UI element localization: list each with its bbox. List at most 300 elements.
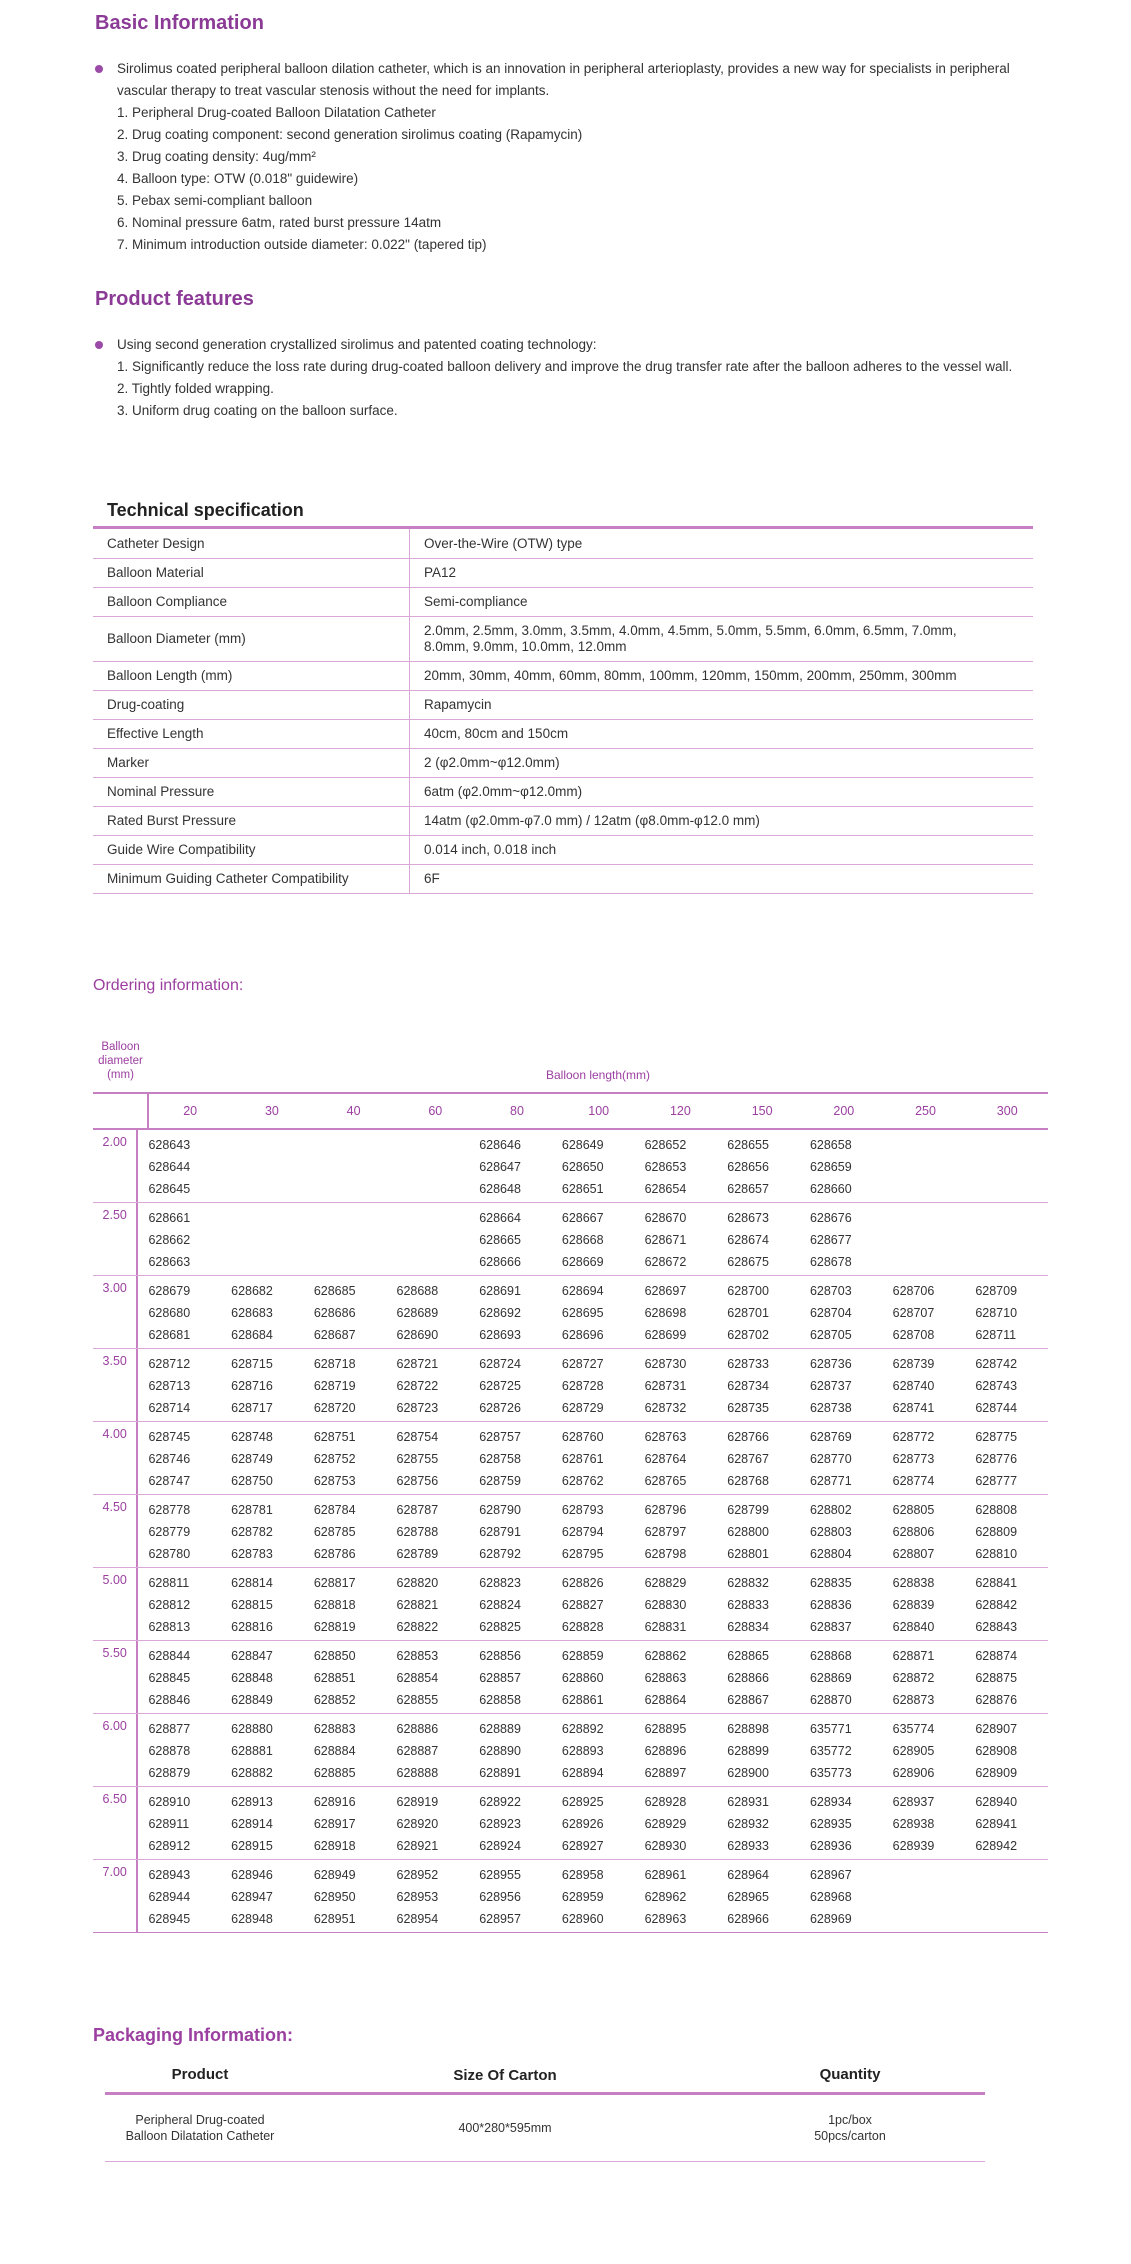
catalog-column [635,1134,718,1200]
catalog-number: 628662 [148,1233,191,1247]
catalog-number: 628946 [231,1868,273,1882]
quantity-cell [715,2112,985,2144]
catalog-number: 628691 [479,1284,521,1298]
catalog-number: 628957 [479,1912,521,1926]
packaging-row [105,2095,985,2162]
catalog-number: 628868 [809,1649,852,1663]
catalog-column [552,1718,635,1784]
catalog-column [469,1280,552,1346]
basic-info-item: 4. Balloon type: OTW (0.018" guidewire) [117,171,359,186]
catalog-number: 628876 [975,1693,1018,1707]
catalog-column [387,1572,470,1638]
diameter-group [93,1713,1048,1786]
tech-spec-row [93,558,1033,587]
basic-info-item: 1. Peripheral Drug-coated Balloon Dilatation Catheter [117,105,436,120]
catalog-number [975,1908,1048,1930]
header-size: Size Of Carton [453,2066,557,2084]
catalog-column [635,1426,718,1492]
catalog-number: 628776 [975,1452,1018,1466]
catalog-number: 628873 [892,1693,935,1707]
catalog-number: 628643 [148,1138,191,1152]
catalog-number: 628695 [561,1306,604,1320]
catalog-number [975,1229,1048,1251]
diameter-group [93,1859,1048,1932]
tech-spec-table [93,529,1033,894]
catalog-number: 628926 [561,1817,604,1831]
catalog-number: 628661 [148,1211,191,1225]
catalog-column [800,1572,883,1638]
catalog-column [387,1353,470,1419]
basic-info-item: 5. Pebax semi-compliant balloon [117,193,313,208]
diameter-label: 5.50 [93,1641,138,1713]
catalog-number: 628652 [644,1138,687,1152]
catalog-number: 628871 [892,1649,935,1663]
catalog-number: 628938 [892,1817,935,1831]
diameter-group [93,1275,1048,1348]
tech-spec-title: Technical specification [107,500,304,520]
catalog-number: 628709 [975,1284,1018,1298]
catalog-number: 628779 [148,1525,191,1539]
catalog-number: 628680 [148,1306,191,1320]
catalog-number: 628699 [644,1328,687,1342]
catalog-column [304,1353,387,1419]
catalog-number: 628851 [313,1671,356,1685]
tech-spec-row [93,661,1033,690]
catalog-column [304,1645,387,1711]
catalog-column [138,1280,221,1346]
table-bottom-line [93,1932,1048,1933]
catalog-number [893,1134,966,1156]
catalog-column [304,1207,387,1273]
catalog-number: 628693 [479,1328,521,1342]
catalog-column [469,1134,552,1200]
catalog-number: 628915 [231,1839,273,1853]
spec-label: Effective Length [93,719,410,748]
catalog-number: 628827 [561,1598,604,1612]
catalog-column [635,1280,718,1346]
catalog-column [138,1645,221,1711]
catalog-number: 628930 [644,1839,687,1853]
catalog-number: 628962 [644,1890,687,1904]
catalog-column [469,1572,552,1638]
catalog-number: 628793 [561,1503,604,1517]
spec-value: 20mm, 30mm, 40mm, 60mm, 80mm, 100mm, 120mm, 150mm, 200mm, 250mm, 300mm [410,661,1034,690]
length-label: 300 [996,1104,1018,1118]
catalog-column [138,1572,221,1638]
catalog-number: 628771 [809,1474,852,1488]
catalog-column [221,1645,304,1711]
length-label: 80 [510,1104,524,1118]
spec-label: Balloon Compliance [93,587,410,616]
features-list [117,356,1077,422]
catalog-number: 628712 [148,1357,191,1371]
catalog-number: 628780 [148,1547,191,1561]
catalog-number: 628969 [809,1912,852,1926]
diameter-group [93,1202,1048,1275]
catalog-column [552,1864,635,1930]
catalog-number [314,1134,387,1156]
ordering-table-header [93,1040,1048,1092]
catalog-column [800,1134,883,1200]
catalog-number: 628659 [809,1160,852,1174]
catalog-number: 628933 [727,1839,769,1853]
catalog-number: 628704 [809,1306,852,1320]
diameter-group [93,1494,1048,1567]
feature-item: 3. Uniform drug coating on the balloon surface. [117,403,398,418]
catalog-codes [138,1641,1048,1713]
carton-size-cell: 400*280*595mm [458,2121,552,2135]
catalog-number: 628825 [479,1620,521,1634]
catalog-column [469,1791,552,1857]
basic-info-item: 3. Drug coating density: 4ug/mm² [117,149,316,164]
catalog-number: 628788 [396,1525,439,1539]
catalog-number: 628897 [644,1766,687,1780]
catalog-number: 628960 [561,1912,604,1926]
catalog-number: 628832 [727,1576,769,1590]
catalog-column [965,1426,1048,1492]
catalog-number: 628965 [727,1890,769,1904]
catalog-number: 628748 [231,1430,273,1444]
catalog-number: 628801 [727,1547,769,1561]
catalog-number: 628688 [396,1284,439,1298]
length-row [93,1094,1048,1128]
catalog-number: 628860 [561,1671,604,1685]
catalog-column [965,1134,1048,1200]
spec-label: Balloon Diameter (mm) [93,616,410,661]
catalog-number: 628925 [561,1795,604,1809]
catalog-number: 628738 [809,1401,852,1415]
catalog-column [717,1499,800,1565]
catalog-column [965,1499,1048,1565]
diameter-label: 7.00 [93,1860,138,1932]
catalog-number: 628692 [479,1306,521,1320]
catalog-codes [138,1860,1048,1932]
catalog-number: 628806 [892,1525,935,1539]
catalog-number: 628755 [396,1452,439,1466]
catalog-column [717,1572,800,1638]
catalog-number [397,1207,470,1229]
basic-info-intro: Sirolimus coated peripheral balloon dilation catheter, which is an innovation in peripheral arterioplasty, provides a new way for specialists in peripheral vascular therapy to treat vascular stenosis without the need for implants. [117,61,1010,98]
catalog-number: 628764 [644,1452,687,1466]
catalog-number [975,1864,1048,1886]
catalog-number: 628922 [479,1795,521,1809]
catalog-column [635,1572,718,1638]
catalog-number: 628887 [396,1744,439,1758]
catalog-number: 628837 [809,1620,852,1634]
catalog-number: 628958 [561,1868,604,1882]
catalog-number: 628813 [148,1620,191,1634]
length-label: 100 [588,1104,610,1118]
catalog-number: 628963 [644,1912,687,1926]
catalog-column [221,1280,304,1346]
catalog-number [314,1156,387,1178]
catalog-number: 628741 [892,1401,935,1415]
catalog-number: 628759 [479,1474,521,1488]
catalog-number: 628719 [313,1379,356,1393]
basic-info-item: 6. Nominal pressure 6atm, rated burst pressure 14atm [117,215,442,230]
catalog-column [387,1280,470,1346]
catalog-column [635,1645,718,1711]
catalog-number: 628653 [644,1160,687,1174]
catalog-number: 628966 [727,1912,769,1926]
catalog-column [965,1864,1048,1930]
catalog-column [717,1353,800,1419]
catalog-number: 628756 [396,1474,439,1488]
catalog-number: 628745 [148,1430,191,1444]
catalog-number [314,1229,387,1251]
catalog-codes [138,1130,1048,1202]
catalog-column [552,1207,635,1273]
catalog-number: 628772 [892,1430,935,1444]
catalog-column [469,1864,552,1930]
packaging-header-row [105,2058,985,2092]
catalog-number [975,1886,1048,1908]
catalog-number [893,1229,966,1251]
catalog-number: 628841 [975,1576,1018,1590]
catalog-number: 628940 [975,1795,1018,1809]
catalog-column [800,1207,883,1273]
catalog-number: 628786 [313,1547,356,1561]
basic-info-heading: Basic Information [95,12,264,34]
catalog-number: 628899 [727,1744,769,1758]
basic-info-list [117,102,1077,256]
catalog-number: 628644 [148,1160,191,1174]
catalog-number: 628872 [892,1671,935,1685]
catalog-number: 628770 [809,1452,852,1466]
catalog-number: 628660 [809,1182,852,1196]
catalog-column [304,1426,387,1492]
catalog-number: 628646 [479,1138,521,1152]
catalog-number: 628917 [313,1817,356,1831]
catalog-number: 628861 [561,1693,604,1707]
catalog-number: 628739 [892,1357,935,1371]
catalog-number: 635772 [809,1744,852,1758]
catalog-number: 628888 [396,1766,439,1780]
diameter-group [93,1421,1048,1494]
ordering-table [93,1040,1048,1933]
catalog-column [800,1864,883,1930]
catalog-number: 628911 [148,1817,190,1831]
catalog-column [552,1353,635,1419]
basic-info-body [117,58,1077,256]
catalog-number: 628708 [892,1328,935,1342]
spec-label: Balloon Length (mm) [93,661,410,690]
catalog-number: 628702 [727,1328,769,1342]
catalog-number: 628934 [809,1795,852,1809]
diameter-label: 4.00 [93,1422,138,1494]
catalog-number: 628807 [892,1547,935,1561]
catalog-column [138,1499,221,1565]
catalog-number: 628667 [561,1211,604,1225]
catalog-number: 628853 [396,1649,439,1663]
catalog-number [893,1908,966,1930]
catalog-number: 628765 [644,1474,687,1488]
diameter-header: Balloon diameter (mm) [98,1041,143,1081]
ordering-groups [93,1128,1048,1932]
catalog-number: 628845 [148,1671,191,1685]
catalog-number: 628655 [727,1138,769,1152]
catalog-number: 628717 [231,1401,273,1415]
catalog-column [221,1134,304,1200]
catalog-number: 628798 [644,1547,687,1561]
catalog-number: 628918 [313,1839,356,1853]
catalog-number: 628735 [727,1401,769,1415]
catalog-number: 628783 [231,1547,273,1561]
catalog-number: 628740 [892,1379,935,1393]
catalog-number: 628790 [479,1503,521,1517]
catalog-number: 628678 [809,1255,852,1269]
catalog-number: 628697 [644,1284,687,1298]
catalog-number: 628698 [644,1306,687,1320]
catalog-column [304,1572,387,1638]
catalog-number: 628863 [644,1671,687,1685]
catalog-number: 628775 [975,1430,1018,1444]
length-label: 120 [669,1104,691,1118]
catalog-number [231,1251,304,1273]
catalog-column [717,1791,800,1857]
catalog-number: 628803 [809,1525,852,1539]
diameter-label: 6.00 [93,1714,138,1786]
spec-label: Nominal Pressure [93,777,410,806]
catalog-number [231,1134,304,1156]
catalog-number: 628912 [148,1839,191,1853]
catalog-number: 628891 [479,1766,521,1780]
length-label: 150 [751,1104,773,1118]
catalog-column [387,1426,470,1492]
catalog-number: 628734 [727,1379,769,1393]
catalog-number: 628808 [975,1503,1018,1517]
catalog-number: 628847 [231,1649,273,1663]
catalog-number: 628921 [396,1839,439,1853]
product-line: Peripheral Drug-coated [135,2113,265,2127]
catalog-number: 628967 [809,1868,852,1882]
catalog-column [469,1499,552,1565]
catalog-number: 628749 [231,1452,273,1466]
catalog-column [221,1353,304,1419]
catalog-number: 628840 [892,1620,935,1634]
catalog-column [717,1207,800,1273]
catalog-column [387,1207,470,1273]
catalog-number: 628866 [727,1671,769,1685]
catalog-number: 628730 [644,1357,687,1371]
catalog-number: 628943 [148,1868,191,1882]
catalog-number: 628685 [313,1284,356,1298]
catalog-number: 628722 [396,1379,439,1393]
catalog-number: 628859 [561,1649,604,1663]
catalog-number: 628729 [561,1401,604,1415]
catalog-column [635,1791,718,1857]
catalog-number: 628754 [396,1430,439,1444]
catalog-number: 628657 [727,1182,769,1196]
catalog-number: 628877 [148,1722,191,1736]
catalog-column [552,1280,635,1346]
catalog-number: 628665 [479,1233,521,1247]
catalog-column [387,1791,470,1857]
catalog-number: 628797 [644,1525,687,1539]
catalog-number: 628945 [148,1912,191,1926]
feature-item: 1. Significantly reduce the loss rate during drug-coated balloon delivery and improve the drug transfer rate after the balloon adheres to the vessel wall. [117,359,1013,374]
catalog-number: 628843 [975,1620,1018,1634]
catalog-number: 628961 [644,1868,687,1882]
catalog-number [397,1251,470,1273]
catalog-number: 628884 [313,1744,356,1758]
catalog-number: 628896 [644,1744,687,1758]
catalog-codes [138,1787,1048,1859]
features-intro: Using second generation crystallized sirolimus and patented coating technology: [117,337,597,352]
catalog-number: 628905 [892,1744,935,1758]
catalog-number: 628952 [396,1868,439,1882]
catalog-number: 628651 [561,1182,604,1196]
catalog-number: 628674 [727,1233,769,1247]
tech-spec-row [93,529,1033,558]
catalog-number: 628894 [561,1766,604,1780]
catalog-number: 628953 [396,1890,439,1904]
catalog-column [552,1134,635,1200]
catalog-number: 628950 [313,1890,356,1904]
catalog-column [469,1426,552,1492]
catalog-codes [138,1568,1048,1640]
catalog-number: 628885 [313,1766,356,1780]
catalog-number [397,1134,470,1156]
diameter-label: 3.00 [93,1276,138,1348]
catalog-number: 628836 [809,1598,852,1612]
tech-spec-row [93,835,1033,864]
catalog-number [397,1229,470,1251]
catalog-number: 628792 [479,1547,521,1561]
catalog-number: 628828 [561,1620,604,1634]
catalog-number: 628794 [561,1525,604,1539]
catalog-number: 628826 [561,1576,604,1590]
catalog-number: 628822 [396,1620,439,1634]
catalog-number: 628669 [561,1255,604,1269]
tech-spec-row [93,690,1033,719]
packaging-table [105,2058,985,2162]
catalog-column [304,1280,387,1346]
catalog-number: 628720 [313,1401,356,1415]
catalog-number: 635773 [809,1766,852,1780]
catalog-column [965,1572,1048,1638]
catalog-number: 628931 [727,1795,769,1809]
catalog-number: 628796 [644,1503,687,1517]
catalog-number: 628799 [727,1503,769,1517]
catalog-column [883,1499,966,1565]
catalog-number: 628751 [313,1430,356,1444]
catalog-number: 628932 [727,1817,769,1831]
catalog-number [893,1251,966,1273]
catalog-column [717,1134,800,1200]
catalog-number: 628689 [396,1306,439,1320]
catalog-number: 628941 [975,1817,1018,1831]
catalog-number: 628924 [479,1839,521,1853]
catalog-number: 628908 [975,1744,1018,1758]
diameter-label: 5.00 [93,1568,138,1640]
catalog-number: 628855 [396,1693,439,1707]
catalog-column [138,1718,221,1784]
catalog-column [965,1645,1048,1711]
quantity-line: 50pcs/carton [814,2129,886,2143]
spec-label: Marker [93,748,410,777]
catalog-number: 628880 [231,1722,273,1736]
catalog-number: 628724 [479,1357,521,1371]
length-label: 40 [346,1104,361,1118]
catalog-number: 628781 [231,1503,273,1517]
catalog-number: 628687 [313,1328,356,1342]
catalog-number [893,1207,966,1229]
catalog-column [138,1353,221,1419]
catalog-number [231,1207,304,1229]
catalog-number: 628935 [809,1817,852,1831]
catalog-number: 628964 [727,1868,769,1882]
